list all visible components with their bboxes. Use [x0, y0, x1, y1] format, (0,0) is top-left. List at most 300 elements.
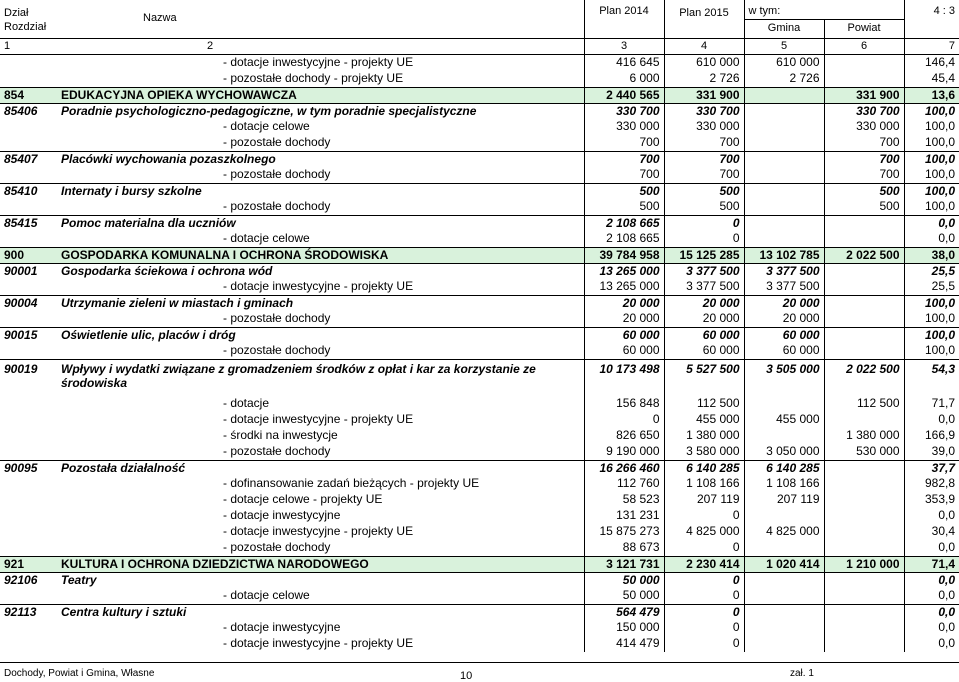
rozdzial-row: [0, 263, 959, 279]
row-powiat: 1 380 000: [824, 428, 904, 444]
row-ratio: 100,0: [904, 167, 959, 184]
rozdzial-row: [0, 572, 959, 588]
row-code: 85410: [0, 183, 57, 199]
row-powiat: [824, 71, 904, 88]
row-gmina: [744, 231, 824, 248]
row-plan-2014: 700: [584, 151, 664, 167]
item-row: [0, 396, 959, 412]
row-gmina: [744, 540, 824, 557]
colnum-6: 6: [824, 38, 904, 54]
row-gmina: [744, 103, 824, 119]
row-code: [0, 444, 57, 461]
row-gmina: 20 000: [744, 311, 824, 328]
item-row: [0, 492, 959, 508]
rozdzial-row: [0, 460, 959, 476]
item-row: [0, 167, 959, 184]
row-powiat: 500: [824, 183, 904, 199]
row-plan-2014: 500: [584, 199, 664, 216]
row-code: [0, 620, 57, 636]
row-powiat: [824, 263, 904, 279]
row-plan-2015: 60 000: [664, 327, 744, 343]
row-code: [0, 167, 57, 184]
row-ratio: 100,0: [904, 295, 959, 311]
row-name: Poradnie psychologiczno-pedagogiczne, w tym poradnie specjalistyczne: [57, 103, 584, 119]
row-code: [0, 119, 57, 135]
row-ratio: 25,5: [904, 263, 959, 279]
row-name: - dotacje celowe: [223, 119, 310, 133]
row-powiat: [824, 524, 904, 540]
row-plan-2015: 0: [664, 540, 744, 557]
row-ratio: 45,4: [904, 71, 959, 88]
row-plan-2015: 2 726: [664, 71, 744, 88]
row-gmina: [744, 428, 824, 444]
row-plan-2015: 700: [664, 135, 744, 152]
row-gmina: 3 377 500: [744, 263, 824, 279]
row-plan-2014: 58 523: [584, 492, 664, 508]
row-plan-2015: 610 000: [664, 54, 744, 71]
row-name: - dotacje inwestycyjne - projekty UE: [223, 279, 414, 293]
row-plan-2015: 3 377 500: [664, 279, 744, 296]
dzial-row: [0, 247, 959, 263]
row-name: Centra kultury i sztuki: [57, 604, 584, 620]
row-plan-2014: 156 848: [584, 396, 664, 412]
row-gmina: [744, 636, 824, 652]
row-plan-2014: 10 173 498: [584, 359, 664, 396]
row-plan-2014: 20 000: [584, 295, 664, 311]
row-code: [0, 412, 57, 428]
row-plan-2014: 131 231: [584, 508, 664, 524]
row-ratio: 0,0: [904, 412, 959, 428]
row-gmina: [744, 620, 824, 636]
row-name: Pomoc materialna dla uczniów: [57, 215, 584, 231]
row-ratio: 0,0: [904, 588, 959, 605]
row-powiat: [824, 343, 904, 360]
row-plan-2014: 60 000: [584, 343, 664, 360]
footer-page-number: 10: [460, 670, 473, 682]
row-plan-2014: 9 190 000: [584, 444, 664, 461]
row-ratio: 100,0: [904, 311, 959, 328]
row-code: [0, 492, 57, 508]
row-code: 90019: [0, 359, 57, 396]
row-name: KULTURA I OCHRONA DZIEDZICTWA NARODOWEGO: [57, 556, 584, 572]
row-gmina: 3 505 000: [744, 359, 824, 396]
row-gmina: 3 377 500: [744, 279, 824, 296]
row-gmina: [744, 135, 824, 152]
item-row: [0, 119, 959, 135]
row-powiat: 530 000: [824, 444, 904, 461]
item-row: [0, 636, 959, 652]
header-colnums: [0, 38, 959, 54]
row-code: [0, 540, 57, 557]
row-name: - dotacje inwestycyjne - projekty UE: [223, 524, 414, 538]
row-code: 92106: [0, 572, 57, 588]
rozdzial-row: [0, 183, 959, 199]
row-code: 900: [0, 247, 57, 263]
row-plan-2015: 20 000: [664, 295, 744, 311]
item-row: [0, 279, 959, 296]
row-plan-2014: 50 000: [584, 588, 664, 605]
colnum-1: 1: [4, 39, 11, 52]
row-powiat: 330 700: [824, 103, 904, 119]
row-name: Teatry: [57, 572, 584, 588]
row-code: 90095: [0, 460, 57, 476]
row-powiat: 330 000: [824, 119, 904, 135]
header-plan-2014: Plan 2014: [584, 0, 664, 38]
row-code: 85415: [0, 215, 57, 231]
row-gmina: [744, 508, 824, 524]
row-gmina: 60 000: [744, 327, 824, 343]
row-ratio: 100,0: [904, 119, 959, 135]
row-name: - pozostałe dochody: [223, 135, 331, 149]
item-row: [0, 199, 959, 216]
colnum-2: 2: [207, 39, 214, 52]
row-plan-2014: 700: [584, 135, 664, 152]
row-gmina: [744, 119, 824, 135]
row-gmina: [744, 87, 824, 103]
row-plan-2015: 0: [664, 588, 744, 605]
item-row: [0, 412, 959, 428]
row-code: [0, 279, 57, 296]
row-code: 85407: [0, 151, 57, 167]
row-plan-2015: 0: [664, 215, 744, 231]
item-row: [0, 620, 959, 636]
header-plan-2015: Plan 2015: [664, 0, 744, 38]
row-ratio: 0,0: [904, 508, 959, 524]
row-plan-2015: 60 000: [664, 343, 744, 360]
row-plan-2014: 0: [584, 412, 664, 428]
row-gmina: [744, 588, 824, 605]
row-ratio: 37,7: [904, 460, 959, 476]
row-plan-2015: 15 125 285: [664, 247, 744, 263]
row-code: 854: [0, 87, 57, 103]
row-gmina: 2 726: [744, 71, 824, 88]
item-row: [0, 343, 959, 360]
row-plan-2015: 3 377 500: [664, 263, 744, 279]
row-ratio: 146,4: [904, 54, 959, 71]
row-plan-2014: 150 000: [584, 620, 664, 636]
row-gmina: 1 020 414: [744, 556, 824, 572]
table-body: [0, 54, 959, 652]
rozdzial-row: [0, 151, 959, 167]
row-plan-2015: 331 900: [664, 87, 744, 103]
row-ratio: 0,0: [904, 572, 959, 588]
row-name: - dotacje celowe - projekty UE: [223, 492, 383, 506]
row-code: [0, 71, 57, 88]
item-row: [0, 476, 959, 492]
row-powiat: [824, 604, 904, 620]
row-plan-2015: 5 527 500: [664, 359, 744, 396]
row-plan-2015: 0: [664, 620, 744, 636]
row-ratio: 54,3: [904, 359, 959, 396]
row-powiat: 2 022 500: [824, 247, 904, 263]
row-plan-2015: 0: [664, 231, 744, 248]
row-code: [0, 396, 57, 412]
row-plan-2014: 16 266 460: [584, 460, 664, 476]
row-powiat: [824, 636, 904, 652]
row-code: 921: [0, 556, 57, 572]
row-plan-2015: 3 580 000: [664, 444, 744, 461]
row-powiat: 331 900: [824, 87, 904, 103]
rozdzial-row: [0, 103, 959, 119]
row-name: - dotacje: [223, 396, 270, 410]
row-name: - pozostałe dochody: [223, 540, 331, 554]
row-plan-2015: 0: [664, 636, 744, 652]
row-gmina: 610 000: [744, 54, 824, 71]
row-plan-2015: 700: [664, 167, 744, 184]
row-gmina: [744, 572, 824, 588]
row-name: - środki na inwestycje: [223, 428, 338, 442]
row-name: GOSPODARKA KOMUNALNA I OCHRONA ŚRODOWISKA: [57, 247, 584, 263]
item-row: [0, 311, 959, 328]
row-plan-2015: 455 000: [664, 412, 744, 428]
row-powiat: [824, 327, 904, 343]
header-w-tym: w tym:: [744, 0, 824, 20]
item-row: [0, 540, 959, 557]
row-plan-2015: 4 825 000: [664, 524, 744, 540]
row-code: [0, 199, 57, 216]
item-row: [0, 54, 959, 71]
row-name: - pozostałe dochody: [223, 199, 331, 213]
row-ratio: 100,0: [904, 103, 959, 119]
row-code: [0, 476, 57, 492]
row-plan-2015: 700: [664, 151, 744, 167]
row-plan-2014: 39 784 958: [584, 247, 664, 263]
row-plan-2015: 500: [664, 199, 744, 216]
item-row: [0, 444, 959, 461]
rozdzial-row: [0, 295, 959, 311]
row-name: Gospodarka ściekowa i ochrona wód: [57, 263, 584, 279]
row-plan-2014: 330 000: [584, 119, 664, 135]
item-row: [0, 588, 959, 605]
row-name: Oświetlenie ulic, placów i dróg: [57, 327, 584, 343]
row-plan-2014: 2 108 665: [584, 231, 664, 248]
row-powiat: [824, 540, 904, 557]
row-plan-2014: 3 121 731: [584, 556, 664, 572]
row-ratio: 100,0: [904, 343, 959, 360]
row-ratio: 0,0: [904, 540, 959, 557]
row-plan-2014: 700: [584, 167, 664, 184]
header-row-1: [0, 0, 959, 20]
row-gmina: 4 825 000: [744, 524, 824, 540]
row-powiat: 700: [824, 167, 904, 184]
row-code: [0, 636, 57, 652]
row-powiat: 700: [824, 135, 904, 152]
row-ratio: 100,0: [904, 135, 959, 152]
footer-title: Dochody, Powiat i Gmina, Własne: [4, 668, 155, 679]
row-ratio: 166,9: [904, 428, 959, 444]
row-plan-2014: 60 000: [584, 327, 664, 343]
row-name: Pozostała działalność: [57, 460, 584, 476]
row-gmina: 1 108 166: [744, 476, 824, 492]
row-ratio: 71,7: [904, 396, 959, 412]
row-ratio: 30,4: [904, 524, 959, 540]
row-gmina: 13 102 785: [744, 247, 824, 263]
row-name: - pozostałe dochody - projekty UE: [223, 71, 404, 85]
row-plan-2015: 6 140 285: [664, 460, 744, 476]
row-powiat: [824, 279, 904, 296]
rozdzial-row: [0, 215, 959, 231]
row-plan-2014: 15 875 273: [584, 524, 664, 540]
colnum-4: 4: [664, 38, 744, 54]
row-name: Wpływy i wydatki związane z gromadzeniem środków z opłat i kar za korzystanie ze środowiska: [57, 359, 584, 396]
row-ratio: 982,8: [904, 476, 959, 492]
row-code: [0, 54, 57, 71]
item-row: [0, 508, 959, 524]
row-plan-2015: 112 500: [664, 396, 744, 412]
dzial-row: [0, 87, 959, 103]
row-gmina: [744, 167, 824, 184]
footer-attachment: zał. 1: [790, 668, 814, 679]
row-plan-2014: 13 265 000: [584, 263, 664, 279]
row-gmina: 455 000: [744, 412, 824, 428]
row-gmina: [744, 396, 824, 412]
row-code: [0, 135, 57, 152]
row-ratio: 38,0: [904, 247, 959, 263]
row-powiat: [824, 215, 904, 231]
row-plan-2014: 414 479: [584, 636, 664, 652]
row-powiat: 700: [824, 151, 904, 167]
row-name: - dotacje celowe: [223, 231, 310, 245]
row-name: - dofinansowanie zadań bieżących - projekty UE: [223, 476, 480, 490]
row-plan-2015: 0: [664, 604, 744, 620]
row-name: - dotacje inwestycyjne: [223, 508, 341, 522]
row-plan-2014: 13 265 000: [584, 279, 664, 296]
row-plan-2014: 112 760: [584, 476, 664, 492]
row-gmina: [744, 183, 824, 199]
row-name: - dotacje inwestycyjne: [223, 620, 341, 634]
header-gmina: Gmina: [744, 20, 824, 39]
header-powiat: Powiat: [824, 20, 904, 39]
rozdzial-row: [0, 359, 959, 396]
row-plan-2014: 2 108 665: [584, 215, 664, 231]
row-powiat: [824, 231, 904, 248]
row-powiat: 2 022 500: [824, 359, 904, 396]
item-row: [0, 524, 959, 540]
row-plan-2015: 500: [664, 183, 744, 199]
row-code: [0, 311, 57, 328]
header-dzial: Dział: [4, 6, 29, 19]
page-footer: [0, 662, 959, 681]
header-ratio: 4 : 3: [904, 0, 959, 38]
row-ratio: 353,9: [904, 492, 959, 508]
row-gmina: 60 000: [744, 343, 824, 360]
row-powiat: [824, 588, 904, 605]
row-code: [0, 428, 57, 444]
row-ratio: 71,4: [904, 556, 959, 572]
row-plan-2014: 564 479: [584, 604, 664, 620]
header-rozdzial: Rozdział: [4, 20, 47, 33]
row-gmina: 207 119: [744, 492, 824, 508]
row-code: [0, 343, 57, 360]
row-plan-2014: 20 000: [584, 311, 664, 328]
row-powiat: [824, 492, 904, 508]
row-name: Utrzymanie zieleni w miastach i gminach: [57, 295, 584, 311]
row-ratio: 0,0: [904, 215, 959, 231]
row-ratio: 100,0: [904, 183, 959, 199]
row-name: - dotacje inwestycyjne - projekty UE: [223, 412, 414, 426]
row-code: [0, 588, 57, 605]
row-ratio: 0,0: [904, 231, 959, 248]
row-name: Placówki wychowania pozaszkolnego: [57, 151, 584, 167]
row-gmina: 6 140 285: [744, 460, 824, 476]
row-plan-2015: 1 108 166: [664, 476, 744, 492]
row-plan-2015: 20 000: [664, 311, 744, 328]
row-powiat: 500: [824, 199, 904, 216]
rozdzial-row: [0, 604, 959, 620]
row-plan-2014: 50 000: [584, 572, 664, 588]
row-powiat: [824, 620, 904, 636]
row-code: 90015: [0, 327, 57, 343]
colnum-7: 7: [904, 38, 959, 54]
item-row: [0, 135, 959, 152]
row-name: - dotacje celowe: [223, 588, 310, 602]
row-plan-2015: 1 380 000: [664, 428, 744, 444]
row-ratio: 0,0: [904, 604, 959, 620]
row-gmina: [744, 215, 824, 231]
row-plan-2014: 88 673: [584, 540, 664, 557]
row-powiat: [824, 572, 904, 588]
row-plan-2014: 500: [584, 183, 664, 199]
header-blank: [824, 0, 904, 20]
row-name: Internaty i bursy szkolne: [57, 183, 584, 199]
dzial-row: [0, 556, 959, 572]
row-gmina: 20 000: [744, 295, 824, 311]
row-powiat: [824, 54, 904, 71]
row-name: - dotacje inwestycyjne - projekty UE: [223, 636, 414, 650]
row-gmina: [744, 199, 824, 216]
row-powiat: 1 210 000: [824, 556, 904, 572]
row-plan-2015: 330 700: [664, 103, 744, 119]
row-plan-2014: 416 645: [584, 54, 664, 71]
row-ratio: 0,0: [904, 620, 959, 636]
row-powiat: [824, 412, 904, 428]
row-code: [0, 524, 57, 540]
row-powiat: [824, 295, 904, 311]
row-ratio: 25,5: [904, 279, 959, 296]
row-name: - pozostałe dochody: [223, 311, 331, 325]
row-powiat: [824, 460, 904, 476]
row-plan-2015: 2 230 414: [664, 556, 744, 572]
row-gmina: 3 050 000: [744, 444, 824, 461]
row-plan-2015: 207 119: [664, 492, 744, 508]
row-powiat: [824, 311, 904, 328]
header-nazwa: Nazwa: [143, 12, 177, 25]
row-ratio: 13,6: [904, 87, 959, 103]
row-plan-2014: 826 650: [584, 428, 664, 444]
row-code: 90004: [0, 295, 57, 311]
row-ratio: 39,0: [904, 444, 959, 461]
row-ratio: 0,0: [904, 636, 959, 652]
colnum-5: 5: [744, 38, 824, 54]
rozdzial-row: [0, 327, 959, 343]
item-row: [0, 71, 959, 88]
row-plan-2014: 2 440 565: [584, 87, 664, 103]
row-code: [0, 508, 57, 524]
item-row: [0, 428, 959, 444]
row-code: 85406: [0, 103, 57, 119]
row-ratio: 100,0: [904, 199, 959, 216]
row-gmina: [744, 604, 824, 620]
row-plan-2014: 6 000: [584, 71, 664, 88]
row-plan-2014: 330 700: [584, 103, 664, 119]
row-name: - pozostałe dochody: [223, 444, 331, 458]
row-plan-2015: 0: [664, 508, 744, 524]
row-plan-2015: 0: [664, 572, 744, 588]
row-code: 90001: [0, 263, 57, 279]
row-name: - pozostałe dochody: [223, 167, 331, 181]
row-code: 92113: [0, 604, 57, 620]
colnum-3: 3: [584, 38, 664, 54]
